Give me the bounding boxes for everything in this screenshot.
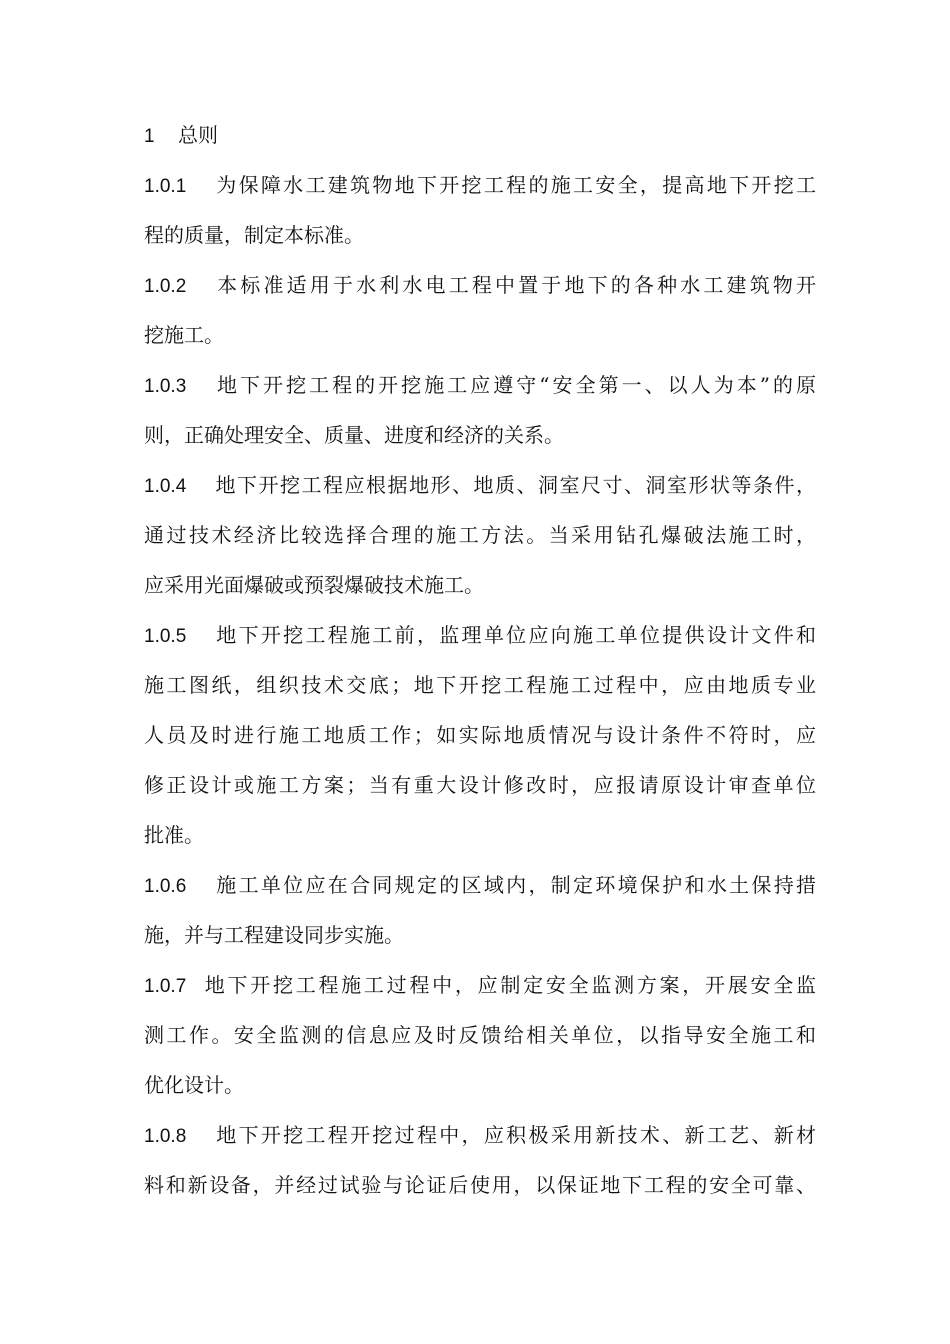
clause-1-0-6-line-2: 施，并与工程建设同步实施。 bbox=[144, 923, 404, 947]
clause-1-0-7-line-2: 测工作。安全监测的信息应及时反馈给相关单位，以指导安全施工和 bbox=[144, 1023, 816, 1047]
clause-1-0-1-line-2: 程的质量，制定本标准。 bbox=[144, 223, 364, 247]
clause-number: 1.0.1 bbox=[144, 176, 187, 197]
clause-1-0-2-line-2: 挖施工。 bbox=[144, 323, 224, 347]
clause-1-0-8-line-2: 料和新设备，并经过试验与论证后使用，以保证地下工程的安全可靠、 bbox=[144, 1173, 816, 1197]
clause-1-0-4-line-1 bbox=[144, 470, 816, 500]
clause-1-0-8-line-1 bbox=[144, 1120, 816, 1150]
clause-1-0-7-line-3: 优化设计。 bbox=[144, 1073, 244, 1097]
clause-1-0-5-line-1 bbox=[144, 620, 816, 650]
clause-1-0-5-line-2: 施工图纸，组织技术交底；地下开挖工程施工过程中，应由地质专业 bbox=[144, 673, 816, 697]
clause-text: 地下开挖工程施工前，监理单位应向施工单位提供设计文件和 bbox=[214, 623, 816, 647]
clause-text: 地下开挖工程施工过程中，应制定安全监测方案，开展安全监 bbox=[202, 973, 816, 997]
clause-1-0-5-line-3: 人员及时进行施工地质工作；如实际地质情况与设计条件不符时，应 bbox=[144, 723, 816, 747]
clause-number: 1.0.8 bbox=[144, 1126, 187, 1147]
clause-1-0-3-line-2: 则，正确处理安全、质量、进度和经济的关系。 bbox=[144, 423, 564, 447]
section-title: 总则 bbox=[178, 123, 218, 147]
clause-number: 1.0.7 bbox=[144, 976, 187, 997]
clause-1-0-4-line-2: 通过技术经济比较选择合理的施工方法。当采用钻孔爆破法施工时， bbox=[144, 523, 816, 547]
clause-1-0-5-line-5: 批准。 bbox=[144, 823, 204, 847]
clause-text: 地下开挖工程开挖过程中，应积极采用新技术、新工艺、新材 bbox=[214, 1123, 816, 1147]
clause-text: 为保障水工建筑物地下开挖工程的施工安全，提高地下开挖工 bbox=[214, 173, 816, 197]
clause-1-0-5-line-4: 修正设计或施工方案；当有重大设计修改时，应报请原设计审查单位 bbox=[144, 773, 816, 797]
clause-1-0-7-line-1 bbox=[144, 970, 816, 1000]
clause-text: 地下开挖工程的开挖施工应遵守“安全第一、以人为本”的原 bbox=[214, 373, 816, 397]
clause-1-0-4-line-3: 应采用光面爆破或预裂爆破技术施工。 bbox=[144, 573, 484, 597]
clause-text: 施工单位应在合同规定的区域内，制定环境保护和水土保持措 bbox=[214, 873, 816, 897]
clause-number: 1.0.6 bbox=[144, 876, 187, 897]
clause-number: 1.0.5 bbox=[144, 626, 187, 647]
clause-1-0-3-line-1 bbox=[144, 370, 816, 400]
clause-1-0-6-line-1 bbox=[144, 870, 816, 900]
clause-number: 1.0.4 bbox=[144, 476, 187, 497]
clause-1-0-1-line-1 bbox=[144, 170, 816, 200]
clause-text: 地下开挖工程应根据地形、地质、洞室尺寸、洞室形状等条件， bbox=[214, 473, 816, 497]
clause-1-0-2-line-1 bbox=[144, 270, 816, 300]
section-number: 1 bbox=[144, 126, 155, 147]
clause-text: 本标准适用于水利水电工程中置于地下的各种水工建筑物开 bbox=[214, 273, 816, 297]
clause-number: 1.0.3 bbox=[144, 376, 187, 397]
section-heading bbox=[144, 120, 816, 150]
clause-number: 1.0.2 bbox=[144, 276, 187, 297]
